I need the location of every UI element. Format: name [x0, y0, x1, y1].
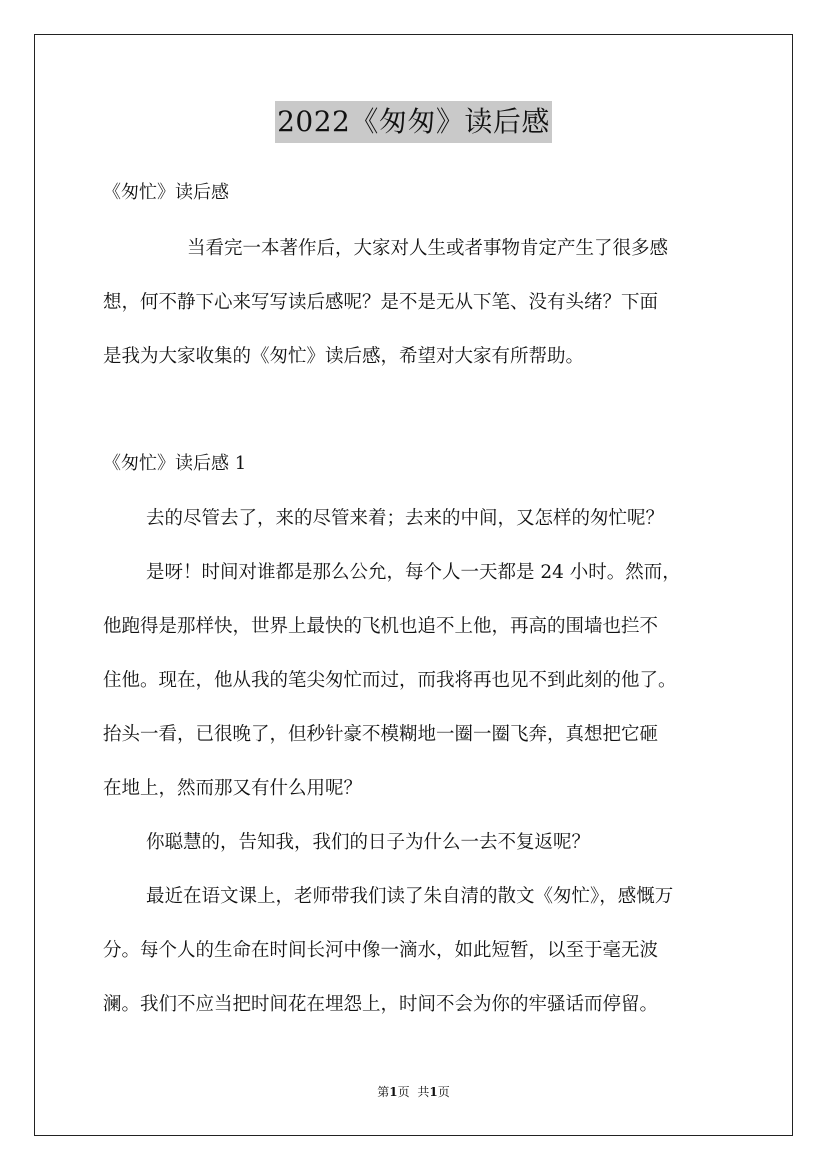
body-line: 他跑得是那样快，世界上最快的飞机也追不上他，再高的围墙也拦不 — [103, 616, 659, 637]
footer-page-prefix: 第 — [377, 1085, 390, 1099]
intro-line: 想，何不静下心来写写读后感呢？是不是无从下笔、没有头绪？下面 — [103, 292, 659, 313]
intro-line: 当看完一本著作后，大家对人生或者事物肯定产生了很多感 — [187, 238, 669, 259]
section-heading: 《匆忙》读后感 1 — [103, 453, 247, 474]
body-line: 住他。现在，他从我的笔尖匆忙而过，而我将再也见不到此刻的他了。 — [103, 670, 677, 691]
footer-total-prefix: 共 — [417, 1085, 430, 1099]
body-line: 抬头一看，已很晚了，但秒针豪不模糊地一圈一圈飞奔，真想把它砸 — [103, 724, 659, 745]
footer-total-number: 1 — [429, 1085, 438, 1099]
intro-line: 是我为大家收集的《匆忙》读后感，希望对大家有所帮助。 — [103, 346, 585, 367]
footer-total-suffix: 页 — [437, 1085, 450, 1099]
document-title — [0, 101, 827, 143]
document-subtitle: 《匆忙》读后感 — [103, 182, 229, 203]
body-line: 澜。我们不应当把时间花在埋怨上，时间不会为你的牢骚话而停留。 — [103, 994, 659, 1015]
body-line: 去的尽管去了，来的尽管来着；去来的中间，又怎样的匆忙呢？ — [146, 508, 665, 529]
body-line: 你聪慧的，告知我，我们的日子为什么一去不复返呢？ — [146, 832, 591, 853]
page-footer — [0, 1084, 827, 1100]
body-line: 最近在语文课上，老师带我们读了朱自清的散文《匆忙》，感慨万 — [146, 886, 674, 907]
body-line: 是呀！时间对谁都是那么公允，每个人一天都是 24 小时。然而， — [146, 562, 681, 583]
footer-page-number: 1 — [389, 1085, 398, 1099]
document-title-text: 2022《匆匆》读后感 — [275, 101, 552, 143]
footer-page-suffix: 页 — [397, 1085, 410, 1099]
body-line: 在地上，然而那又有什么用呢？ — [103, 778, 363, 799]
body-line: 分。每个人的生命在时间长河中像一滴水，如此短暂，以至于毫无波 — [103, 940, 659, 961]
